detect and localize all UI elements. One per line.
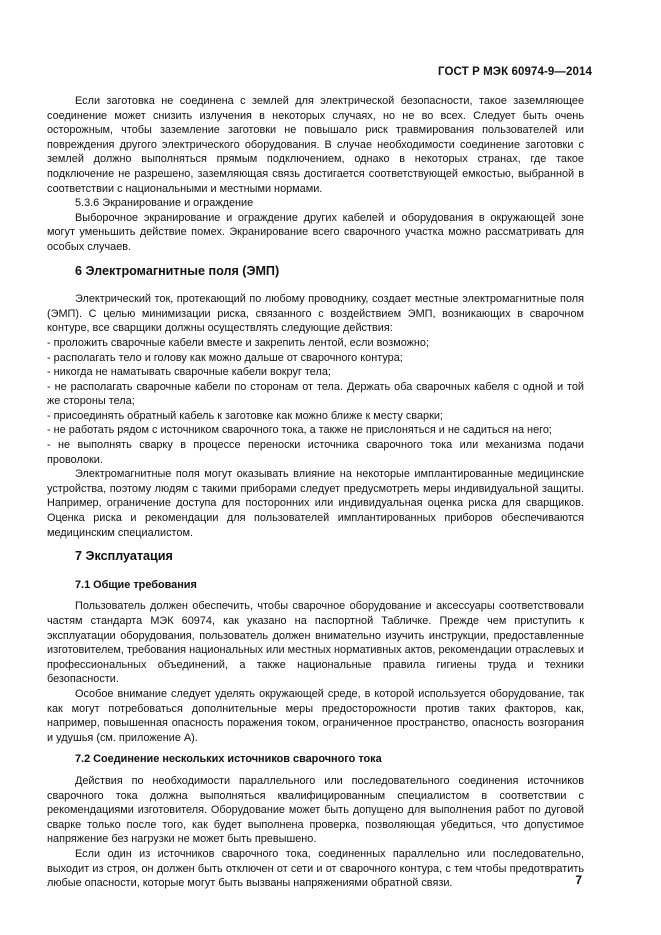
subsection-7-2-heading: 7.2 Соединение нескольких источников сварочного тока — [75, 753, 382, 766]
list-item: - проложить сварочные кабели вместе и закрепить лентой, если возможно; — [47, 336, 430, 349]
document-id-header: ГОСТ Р МЭК 60974-9—2014 — [438, 66, 592, 78]
subsection-7-1-heading: 7.1 Общие требования — [75, 578, 197, 591]
paragraph-connection-actions: Действия по необходимости параллельного или последовательного соединения источников сварочного тока должна выполняться квалифицированным специалистом в соответствии с рекомендациями изготовителя. Оборудование может быть допущено для выполнения работ по дуговой сварке только после того, как будет выполнена проверка, позволяющая убедиться, что допустимое напряжение без нагрузки не может быть превышено. — [47, 774, 584, 846]
section-7-heading: 7 Эксплуатация — [75, 549, 173, 564]
page-number: 7 — [575, 873, 582, 887]
paragraph-source-failure: Если один из источников сварочного тока, соединенных параллельно или последовательно, выходит из строя, он должен быть отключен от сети и от сварочного контура, с тем чтобы предотвратить любые опасности, которые могут быть вызваны напряжениями обратной связи. — [47, 847, 584, 890]
list-item: - не работать рядом с источником сварочного тока, а также не прислоняться и не садиться на него; — [47, 424, 552, 437]
paragraph-shielding: Выборочное экранирование и ограждение других кабелей и оборудования в окружающей зоне могут уменьшить действие помех. Экранирование всего сварочного участка можно рассматривать для особых случаев. — [47, 211, 584, 253]
document-body — [47, 94, 584, 891]
list-item: - присоединять обратный кабель к заготовке как можно ближе к месту сварки; — [47, 409, 443, 422]
paragraph-grounding: Если заготовка не соединена с землей для электрической безопасности, такое заземляющее соединение может снизить излучения в некоторых случаях, но не во всех. Следует быть очень осторожным, чтобы заземление заготовки не повышало риск травмирования пользователей или повреждения другого электрического оборудования. В случае необходимости соединение заготовки с землей должно выполняться прямым подключением, однако в некоторых странах, где такое подключение не разрешено, заземляющая связь достигается соответствующей емкостью, выбранной в соответствии с национальными и местными нормами. — [47, 95, 584, 195]
paragraph-emf-implants: Электромагнитные поля могут оказывать влияние на некоторые имплантированные медицинские устройства, поэтому людям с такими приборами следует предусмотреть меры индивидуальной защиты. Например, ограничение доступа для посторонних или индивидуальная оценка риска для сварщиков. Оценка риска и рекомендации для пользователей имплантированных приборов обеспечиваются медицинским специалистом. — [47, 468, 584, 539]
section-6-heading: 6 Электромагнитные поля (ЭМП) — [75, 263, 280, 278]
list-item: - располагать тело и голову как можно дальше от сварочного контура; — [47, 351, 403, 364]
emf-actions-list — [47, 336, 584, 467]
paragraph-emf-intro: Электрический ток, протекающий по любому проводнику, создает местные электромагнитные поля (ЭМП). С целью минимизации риска, связанного с воздействием ЭМП, возникающих в сварочном контуре, все сварщики должны осуществлять следующие действия: — [47, 293, 584, 335]
paragraph-general-requirements: Пользователь должен обеспечить, чтобы сварочное оборудование и аксессуары соответствовали частям стандарта МЭК 60974, как указано на паспортной Табличке. Прежде чем приступить к эксплуатации оборудования, пользователь должен внимательно изучить инструкции, предоставленные изготовителем, требования национальных или местных нормативных актов, рекомендации отраслевых и профессиональных объединений, а также национальные правила гигиены труда и техники безопасности. — [47, 600, 584, 686]
subsection-5-3-6-title: 5.3.6 Экранирование и ограждение — [75, 197, 254, 210]
list-item: - не выполнять сварку в процессе переноски источника сварочного тока или механизма подачи проволоки. — [47, 439, 584, 466]
list-item: - никогда не наматывать сварочные кабели вокруг тела; — [47, 366, 331, 379]
paragraph-environment: Особое внимание следует уделять окружающей среде, в которой используется оборудование, так как могут потребоваться дополнительные меры предосторожности против таких факторов, как, например, повышенная опасность поражения током, ограниченное пространство, опасность возгорания и удушья (см. приложение А). — [47, 687, 584, 744]
list-item: - не располагать сварочные кабели по сторонам от тела. Держать оба сварочных кабеля с одной и той же стороны тела; — [47, 380, 584, 408]
